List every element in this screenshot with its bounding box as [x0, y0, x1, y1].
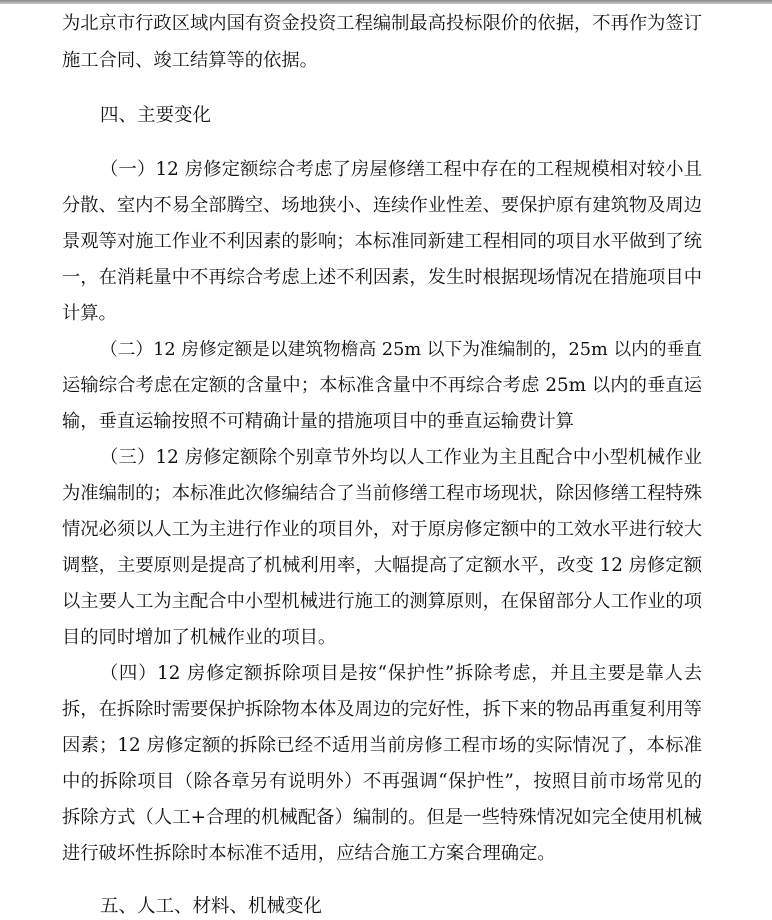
paragraph-4-line: （四）12 房修定额拆除项目是按“保护性”拆除考虑，并且主要是靠人去 — [100, 663, 702, 684]
paragraph-3-line: 目的同时增加了机械作业的项目。 — [62, 627, 337, 648]
paragraph-2-line: （二）12 房修定额是以建筑物檐高 25m 以下为准编制的，25m 以内的垂直 — [100, 340, 702, 360]
paragraph-4-line: 中的拆除项目（除各章另有说明外）不再强调“保护性”，按照目前市场常见的 — [62, 771, 702, 792]
paragraph-4-line: 拆除方式（人工+合理的机械配备）编制的。但是一些特殊情况如完全使用机械 — [62, 807, 702, 828]
section-heading-4: 四、主要变化 — [100, 105, 212, 126]
paragraph-1-line: 分散、室内不易全部腾空、场地狭小、连续作业性差、要保护原有建筑物及周边 — [62, 195, 702, 216]
paragraph-1-line: 景观等对施工作业不利因素的影响；本标准同新建工程相同的项目水平做到了统 — [62, 231, 702, 252]
paragraph-3-line: 为准编制的；本标准此次修编结合了当前修缮工程市场现状，除因修缮工程特殊 — [62, 483, 702, 504]
paragraph-1-line: 计算。 — [62, 303, 117, 324]
paragraph-3-line: 以主要人工为主配合中小型机械进行施工的测算原则，在保留部分人工作业的项 — [62, 591, 702, 612]
paragraph-2-line: 运输综合考虑在定额的含量中；本标准含量中不再综合考虑 25m 以内的垂直运 — [62, 375, 702, 396]
paragraph-1-line: 一，在消耗量中不再综合考虑上述不利因素，发生时根据现场情况在措施项目中 — [62, 267, 702, 288]
paragraph-4-line: 拆，在拆除时需要保护拆除物本体及周边的完好性，拆下来的物品再重复利用等 — [62, 699, 702, 720]
paragraph-4-line: 进行破坏性拆除时本标准不适用，应结合施工方案合理确定。 — [62, 843, 556, 864]
intro-line: 为北京市行政区域内国有资金投资工程编制最高投标限价的依据，不再作为签订 — [62, 13, 702, 34]
paragraph-4-line: 因素；12 房修定额的拆除已经不适用当前房修工程市场的实际情况了，本标准 — [62, 735, 702, 756]
paragraph-3-line: 情况必须以人工为主进行作业的项目外，对于原房修定额中的工效水平进行较大 — [62, 519, 702, 540]
section-heading-5: 五、人工、材料、机械变化 — [100, 896, 323, 917]
paragraph-3-line: （三）12 房修定额除个别章节外均以人工作业为主且配合中小型机械作业 — [100, 447, 702, 468]
paragraph-3-line: 调整，主要原则是提高了机械利用率，大幅提高了定额水平，改变 12 房修定额 — [62, 555, 702, 576]
paragraph-2-line: 输，垂直运输按照不可精确计量的措施项目中的垂直运输费计算 — [62, 411, 574, 432]
intro-line: 施工合同、竣工结算等的依据。 — [62, 50, 318, 71]
paragraph-1-line: （一）12 房修定额综合考虑了房屋修缮工程中存在的工程规模相对较小且 — [100, 159, 702, 180]
